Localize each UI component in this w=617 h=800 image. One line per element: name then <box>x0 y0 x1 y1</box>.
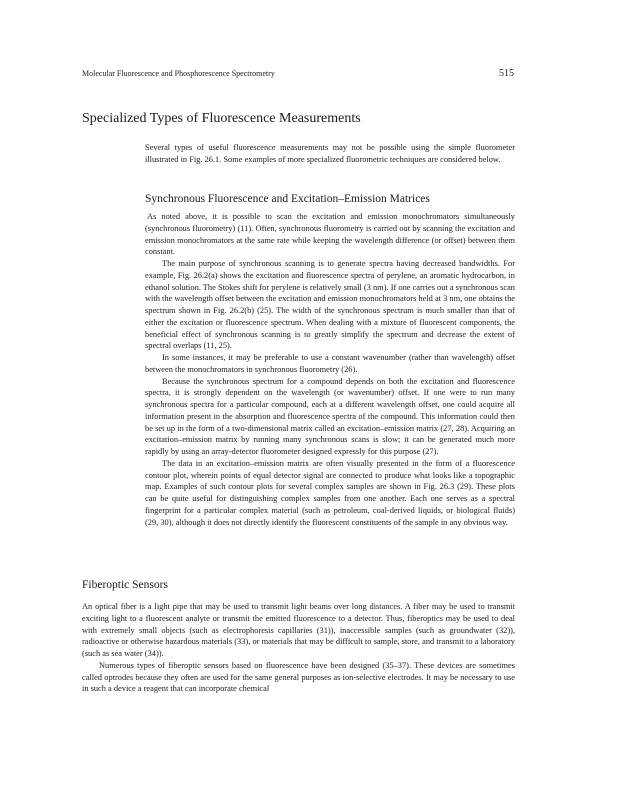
synchronous-paragraph-2: The main purpose of synchronous scanning is to generate spectra having decreased bandwidths. For example, Fig. 26.2(a) shows the excitation and fluorescence spectra of perylene, an aromatic hydrocarbon, in ethanol solution. The Stokes shift for perylene is relatively small (3 nm). If one carries out a synchronous scan with the wavelength offset between the excitation and emission monochromators held at 3 nm, one obtains the spectrum shown in Fig. 26.2(b) (25). The width of the synchronous spectrum is much smaller than that of either the excitation or fluorescence spectrum. When dealing with a mixture of fluorescent components, the beneficial effect of synchronous scanning is to greatly simplify the spectrum and decrease the extent of spectral overlaps (11, 25). <box>145 259 515 351</box>
running-head-title: Molecular Fluorescence and Phosphorescence Spectrometry <box>82 69 275 78</box>
synchronous-paragraph-4: Because the synchronous spectrum for a compound depends on both the excitation and fluorescence spectra, it is strongly dependent on the wavelength (or wavenumber) offset. If one were to run many synchronous spectra for a particular compound, each at a different wavelength offset, one could acquire all information present in the absorption and fluorescence spectra of the compound. This information could then be set up in the form of a two-dimensional matrix called an excitation–emission matrix (27, 28). Acquiring an excitation–emission matrix by running many synchronous scans is slow; it can be generated much more rapidly by using an array-detector fluorometer designed expressly for this purpose (27). <box>145 376 515 456</box>
fiberoptic-body <box>82 601 515 695</box>
fiberoptic-paragraph-1: An optical fiber is a light pipe that may be used to transmit light beams over long distances. A fiber may be used to transmit exciting light to a fluorescent analyte or transmit the emitted fluorescence to a detector. Thus, fiberoptics may be used to deal with extremely small objects (such as electrophoresis capillaries (31)), inaccessible samples (such as groundwater (32)), radioactive or otherwise hazardous materials (33), or materials that may be difficult to sample, store, and transmit to a laboratory (such as sea water (34)). <box>82 602 515 658</box>
synchronous-body <box>145 211 515 528</box>
synchronous-heading: Synchronous Fluorescence and Excitation–Emission Matrices <box>145 193 430 205</box>
intro-paragraph: Several types of useful fluorescence measurements may not be possible using the simple fluorometer illustrated in Fig. 26.1. Some examples of more specialized fluorometric techniques are considered below. <box>145 143 515 164</box>
fiberoptic-heading: Fiberoptic Sensors <box>82 579 168 591</box>
synchronous-paragraph-5: The data in an excitation–emission matrix are often visually presented in the form of a fluorescence contour plot, wherein points of equal detector signal are connected to produce what looks like a topographic map. Examples of such contour plots for several complex samples are shown in Fig. 26.3 (29). These plots can be quite useful for distinguishing complex samples from one another. Each one serves as a spectral fingerprint for a particular complex material (such as petroleum, coal-derived liquids, or biological fluids) (29, 30), although it does not directly identify the fluorescent constituents of the sample in any obvious way. <box>145 458 515 527</box>
synchronous-paragraph-3: In some instances, it may be preferable to use a constant wavenumber (rather than wavelength) offset between the monochromators in synchronous fluorometry (26). <box>145 353 515 374</box>
synchronous-paragraph-1: As noted above, it is possible to scan the excitation and emission monochromators simultaneously (synchronous fluorometry) (11). Often, synchronous fluorometry is carried out by scanning the excitation and emission monochromators at the same rate while keeping the wavelength difference (or offset) between them constant. <box>145 212 515 257</box>
section-title: Specialized Types of Fluorescence Measurements <box>82 111 361 126</box>
intro-block <box>145 142 515 166</box>
page-number: 515 <box>499 68 514 79</box>
running-head <box>82 69 514 79</box>
fiberoptic-paragraph-2: Numerous types of fiberoptic sensors based on fluorescence have been designed (35–37). These devices are sometimes called optrodes because they often are used for the same general purposes as ion-selective electrodes. It may be necessary to use in such a device a reagent that can incorporate chemical <box>82 660 515 694</box>
